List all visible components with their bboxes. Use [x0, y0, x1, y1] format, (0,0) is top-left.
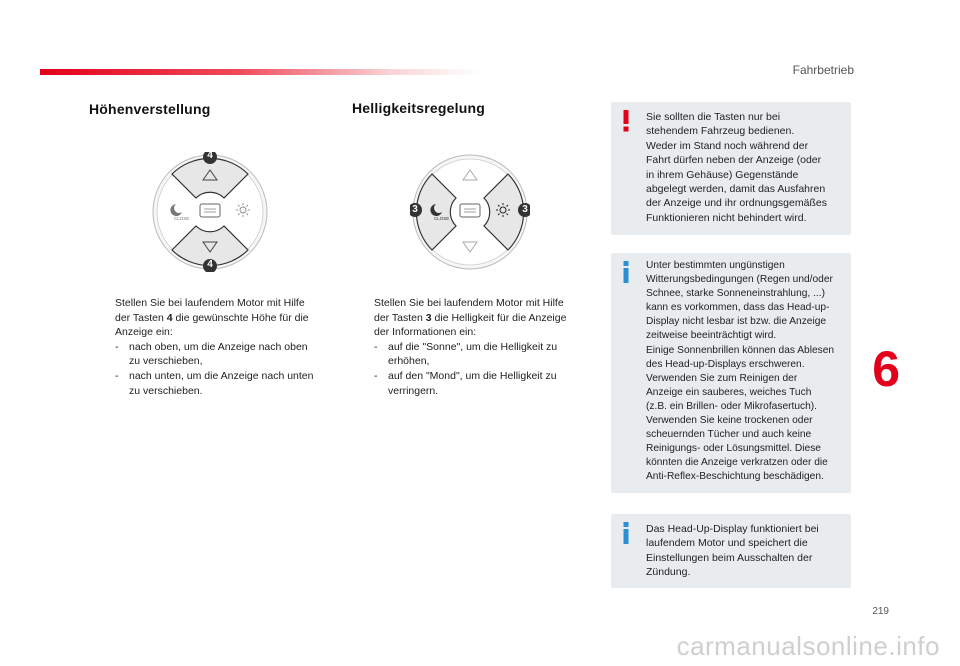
- list-item: - auf die "Sonne", um die Helligkeit zu erhöhen,: [374, 340, 558, 368]
- svg-text:CLOSE: CLOSE: [174, 216, 190, 221]
- section-header: Fahrbetrieb: [792, 63, 854, 77]
- svg-text:CLOSE: CLOSE: [434, 216, 450, 221]
- page-number: 219: [872, 606, 889, 617]
- info-box-weather: Unter bestimmten ungünstigen Witterungsbedingungen (Regen und/oder Schnee, starke Sonneneinstrahlung, ...) kann es vorkommen, dass das Head-up- Display nicht lesbar ist bzw. die Anzeige zeitweise beeinträchtigt wird. Einige Sonnenbrillen können das Ablesen des Head-up-Displays erschweren. Verwenden Sie zum Reinigen der Anzeige ein sauberes, weiches Tuch (z.B. ein Brillen- oder Mikrofasertuch). Verwenden Sie keine trockenen oder scheuernden Tücher und auch keine Reinigungs- oder Lösungsmittel. Diese könnten die Anzeige verkratzen oder die Anti-Reflex-Beschichtung beschädigen.: [611, 253, 851, 493]
- badge-top-label: 4: [207, 150, 213, 161]
- badge-right-label: 3: [522, 204, 528, 215]
- brightness-control-illustration: [410, 152, 530, 272]
- info-icon: [619, 522, 633, 544]
- info-box-hud: Das Head-Up-Display funktioniert bei laufendem Motor und speichert die Einstellungen beim Ausschalten der Zündung.: [611, 514, 851, 588]
- badge-bottom-label: 4: [207, 259, 213, 270]
- chapter-number: 6: [872, 341, 900, 397]
- height-control-illustration: [150, 152, 270, 272]
- list-item: - nach unten, um die Anzeige nach unten zu verschieben.: [115, 369, 314, 397]
- info-icon: [619, 261, 633, 283]
- brightness-instructions: Stellen Sie bei laufendem Motor mit Hilfe der Tasten 3 die Helligkeit für die Anzeige der Informationen ein: - auf die "Sonne", um die Helligkeit zu erhöhen, - auf den "Mond", um die Helligkeit zu verringern.: [352, 296, 602, 398]
- height-instructions: Stellen Sie bei laufendem Motor mit Hilfe der Tasten 4 die gewünschte Höhe für die Anzeige ein: - nach oben, um die Anzeige nach oben zu verschieben, - nach unten, um die Anzeige nach unten zu verschieben.: [93, 296, 343, 398]
- list-item: - nach oben, um die Anzeige nach oben zu verschieben,: [115, 340, 308, 368]
- warning-icon: [619, 110, 633, 132]
- badge-left-label: 3: [412, 204, 418, 215]
- header-red-bar: [40, 69, 480, 75]
- watermark: carmanualsonline.info: [676, 631, 940, 661]
- brightness-title: Helligkeitsregelung: [352, 100, 485, 116]
- warning-box: Sie sollten die Tasten nur bei stehendem Fahrzeug bedienen. Weder im Stand noch während der Fahrt dürfen neben der Anzeige (oder in ihrem Gehäuse) Gegenstände abgelegt werden, damit das Ausfahren der Anzeige und ihr ordnungsgemäßes Funktionieren nicht behindert wird.: [611, 102, 851, 235]
- height-adjust-title: Höhenverstellung: [89, 101, 211, 117]
- list-item: - auf den "Mond", um die Helligkeit zu verringern.: [374, 369, 557, 397]
